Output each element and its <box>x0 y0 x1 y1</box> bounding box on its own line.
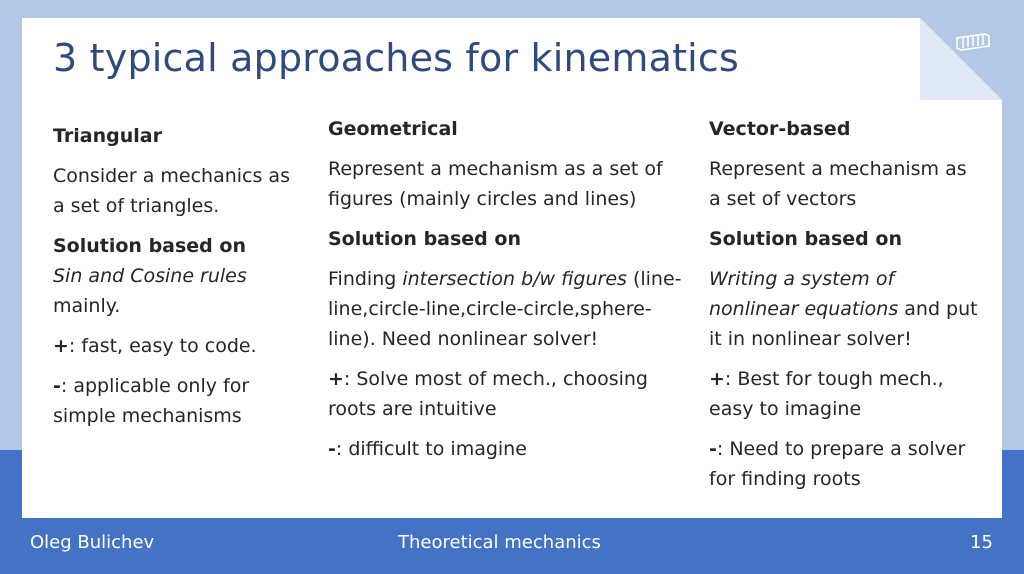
footer-course: Theoretical mechanics <box>398 532 601 553</box>
solution-lead: Finding <box>328 268 403 290</box>
minus-sign: - <box>328 438 336 460</box>
slide-title: 3 typical approaches for kinematics <box>53 36 740 80</box>
minus-sign: - <box>709 438 717 460</box>
pro-item <box>328 364 688 424</box>
con-text: : difficult to imagine <box>335 438 527 460</box>
column-vector-based <box>709 114 979 504</box>
footer-author: Oleg Bulichev <box>30 532 155 553</box>
pro-text: : Best for tough mech., easy to imagine <box>709 368 944 420</box>
column-heading: Geometrical <box>328 118 458 140</box>
con-item <box>709 434 979 494</box>
con-text: : applicable only for simple mechanisms <box>53 375 250 427</box>
column-description: Represent a mechanism as a set of vectors <box>709 158 967 210</box>
solution-heading: Solution based on <box>53 235 246 257</box>
minus-sign: - <box>53 375 61 397</box>
footer-page-number: 15 <box>970 532 993 553</box>
solution-text: and put it in nonlinear solver! <box>709 298 978 350</box>
plus-sign: + <box>53 335 69 357</box>
column-geometrical <box>328 114 688 474</box>
solution-text: mainly. <box>53 295 121 317</box>
solution-emphasis: Sin and Cosine rules <box>53 265 247 287</box>
pro-item <box>53 331 293 361</box>
solution-heading: Solution based on <box>709 228 902 250</box>
pro-text: : fast, easy to code. <box>68 335 257 357</box>
plus-sign: + <box>328 368 344 390</box>
column-heading: Vector-based <box>709 118 851 140</box>
column-triangular <box>53 121 293 441</box>
solution-paragraph <box>328 264 688 354</box>
plus-sign: + <box>709 368 725 390</box>
solution-heading: Solution based on <box>328 228 521 250</box>
con-item <box>53 371 293 431</box>
solution-emphasis: intersection b/w figures <box>402 268 627 290</box>
solution-paragraph <box>709 264 979 354</box>
con-text: : Need to prepare a solver for finding roots <box>709 438 966 490</box>
solution-emphasis: Writing a system of nonlinear equations <box>709 268 899 320</box>
con-item <box>328 434 688 464</box>
column-heading: Triangular <box>53 125 162 147</box>
solution-text: (line-line,circle-line,circle-circle,sphere-line). Need nonlinear solver! <box>328 268 682 350</box>
pro-text: : Solve most of mech., choosing roots are intuitive <box>328 368 648 420</box>
column-description: Consider a mechanics as a set of triangles. <box>53 165 290 217</box>
pro-item <box>709 364 979 424</box>
column-description: Represent a mechanism as a set of figures (mainly circles and lines) <box>328 158 663 210</box>
solution-paragraph <box>53 231 293 321</box>
abacus-logo-icon <box>955 30 991 52</box>
